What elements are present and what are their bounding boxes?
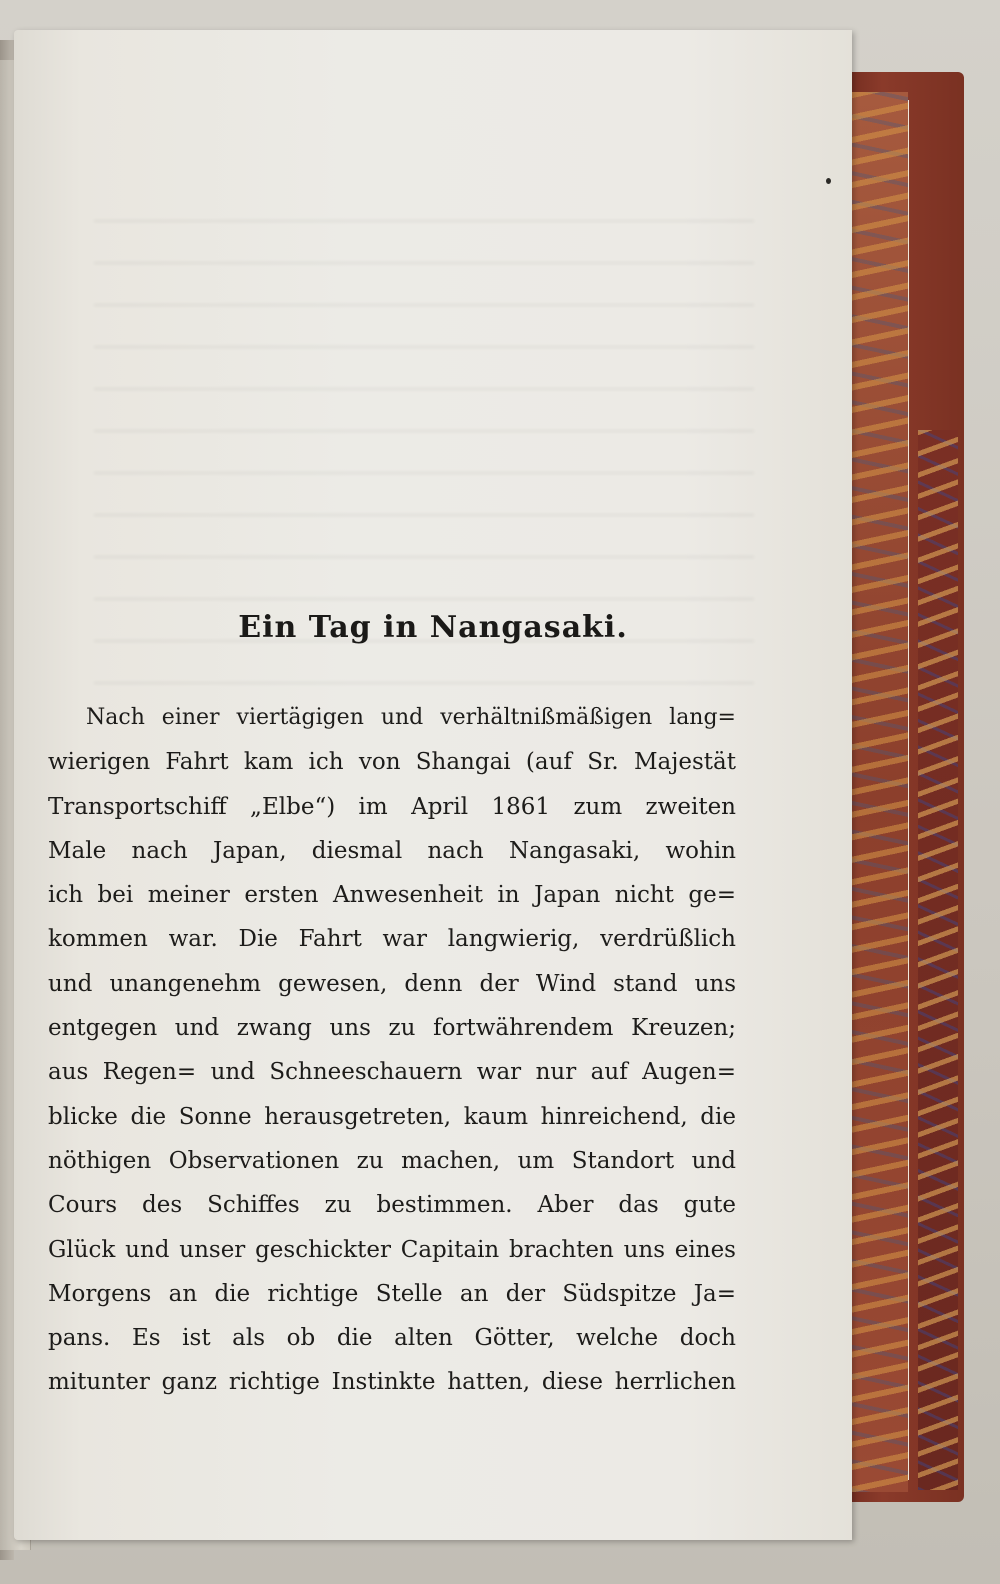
ink-speck xyxy=(826,178,831,184)
text-line: kommen war. Die Fahrt war langwierig, verdrüßlich xyxy=(48,926,736,953)
text-line: Transportschiff „Elbe“) im April 1861 zum zweiten xyxy=(48,793,736,820)
text-line: entgegen und zwang uns zu fortwährendem Kreuzen; xyxy=(48,1015,736,1042)
text-line: Male nach Japan, diesmal nach Nangasaki, wohin xyxy=(48,837,736,864)
text-line: und unangenehm gewesen, denn der Wind stand uns xyxy=(48,970,736,997)
text-line: pans. Es ist als ob die alten Götter, welche doch xyxy=(48,1325,736,1352)
book-page xyxy=(14,30,852,1540)
marbled-endpaper xyxy=(918,430,958,1490)
body-text xyxy=(48,696,736,1405)
text-line: mitunter ganz richtige Instinkte hatten, diese herrlichen xyxy=(48,1369,736,1396)
text-line: Glück und unser geschickter Capitain brachten uns eines xyxy=(48,1236,736,1263)
text-line: aus Regen= und Schneeschauern war nur auf Augen= xyxy=(48,1059,736,1086)
text-line: ich bei meiner ersten Anwesenheit in Japan nicht ge= xyxy=(48,882,736,909)
text-line: nöthigen Observationen zu machen, um Standort und xyxy=(48,1147,736,1174)
text-line: blicke die Sonne herausgetreten, kaum hinreichend, die xyxy=(48,1103,736,1130)
chapter-heading: Ein Tag in Nangasaki. xyxy=(238,610,628,645)
marbled-page-edge xyxy=(852,92,908,1492)
text-line: wierigen Fahrt kam ich von Shangai (auf Sr. Majestät xyxy=(48,749,736,776)
text-line: Nach einer viertägigen und verhältnißmäßigen lang= xyxy=(86,705,736,730)
text-line: Morgens an die richtige Stelle an der Südspitze Ja= xyxy=(48,1280,736,1307)
text-line: Cours des Schiffes zu bestimmen. Aber das gute xyxy=(48,1192,736,1219)
